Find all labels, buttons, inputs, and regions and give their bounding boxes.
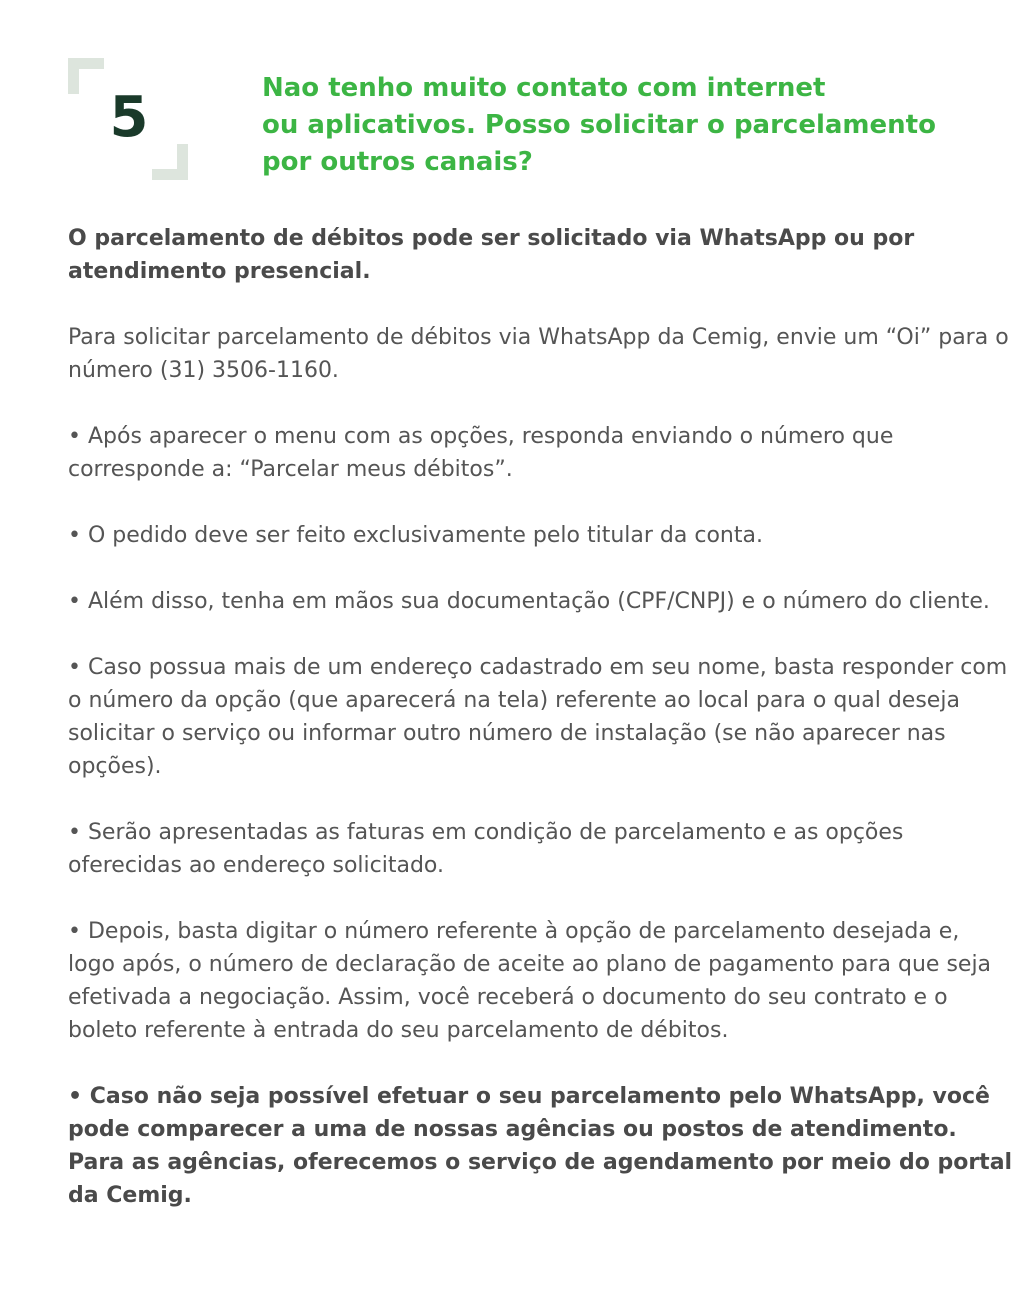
bullet-item: • Além disso, tenha em mãos sua documentação (CPF/CNPJ) e o número do cliente.: [68, 589, 990, 614]
intro-paragraph: O parcelamento de débitos pode ser solicitado via WhatsApp ou por atendimento presencial.: [68, 226, 915, 284]
bullet-item: • Após aparecer o menu com as opções, responda enviando o número que corresponde a: “Parcelar meus débitos”.: [68, 424, 894, 482]
bullet-item: • Caso possua mais de um endereço cadastrado em seu nome, basta responder com o número da opção (que aparecerá na tela) referente ao local para o qual deseja solicitar o serviço ou informar outro número de instalação (se não aparecer nas opções).: [68, 655, 1008, 779]
question-title: [262, 70, 992, 181]
question-number-badge: [68, 58, 190, 180]
question-line: ou aplicativos. Posso solicitar o parcelamento: [262, 110, 936, 140]
question-number: 5: [109, 85, 149, 150]
bullet-item: • Serão apresentadas as faturas em condição de parcelamento e as opções oferecidas ao endereço solicitado.: [68, 820, 904, 878]
question-line: Nao tenho muito contato com internet: [262, 73, 826, 103]
final-paragraph: • Caso não seja possível efetuar o seu parcelamento pelo WhatsApp, você pode comparecer a uma de nossas agências ou postos de atendimento. Para as agências, oferecemos o serviço de agendamento por meio do portal da Cemig.: [68, 1084, 1013, 1208]
answer-body: [68, 222, 1013, 1212]
instruction-paragraph: Para solicitar parcelamento de débitos via WhatsApp da Cemig, envie um “Oi” para o número (31) 3506-1160.: [68, 325, 1009, 383]
question-line: por outros canais?: [262, 147, 533, 177]
bullet-item: • Depois, basta digitar o número referente à opção de parcelamento desejada e, logo após, o número de declaração de aceite ao plano de pagamento para que seja efetivada a negociação. Assim, você receberá o documento do seu contrato e o boleto referente à entrada do seu parcelamento de débitos.: [68, 919, 992, 1043]
bullet-item: • O pedido deve ser feito exclusivamente pelo titular da conta.: [68, 523, 763, 548]
